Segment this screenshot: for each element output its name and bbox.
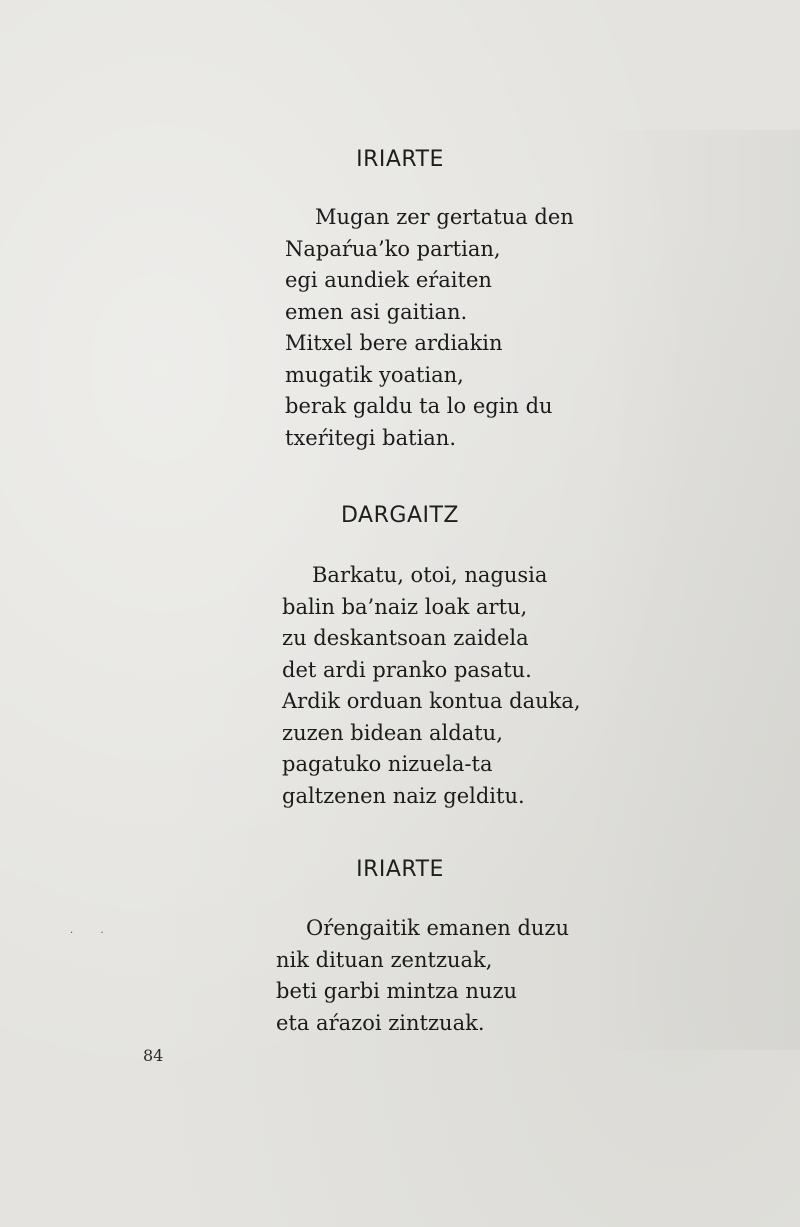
paper-specks: · ·: [70, 928, 116, 939]
verse-line: pagatuko nizuela-ta: [282, 752, 493, 776]
stanza-3: [276, 913, 569, 1039]
verse-line: Mitxel bere ardiakin: [285, 331, 503, 355]
verse-line: eta aŕazoi zintzuak.: [276, 1010, 485, 1035]
verse-line: Mugan zer gertatua den: [315, 205, 574, 229]
verse-line: zuzen bidean aldatu,: [282, 720, 503, 745]
show-through-shadow: [590, 130, 800, 1050]
verse-line: det ardi pranko pasatu.: [282, 657, 532, 682]
verse-line: txeŕitegi batian.: [285, 425, 457, 450]
verse-line: egi aundiek eŕaiten: [285, 268, 492, 292]
verse-line: Napaŕua’ko partian,: [285, 236, 501, 261]
verse-line: emen asi gaitian.: [285, 299, 468, 324]
page-number: 84: [143, 1046, 164, 1065]
stanza-1: [285, 202, 574, 454]
speaker-heading-dargaitz: DARGAITZ: [341, 503, 459, 528]
speaker-heading-iriarte-2: IRIARTE: [356, 857, 444, 882]
verse-line: berak galdu ta lo egin du: [285, 394, 553, 418]
verse-line: Barkatu, otoi, nagusia: [312, 563, 548, 587]
speaker-heading-iriarte-1: IRIARTE: [356, 147, 444, 172]
verse-line: galtzenen naiz gelditu.: [282, 783, 525, 808]
verse-line: beti garbi mintza nuzu: [276, 979, 518, 1003]
verse-line: zu deskantsoan zaidela: [282, 626, 529, 650]
verse-line: Oŕengaitik emanen duzu: [306, 916, 570, 940]
verse-line: Ardik orduan kontua dauka,: [282, 689, 581, 713]
stanza-2: [282, 560, 581, 812]
verse-line: mugatik yoatian,: [285, 362, 464, 387]
verse-line: balin ba’naiz loak artu,: [282, 594, 528, 619]
verse-line: nik dituan zentzuak,: [276, 947, 493, 972]
